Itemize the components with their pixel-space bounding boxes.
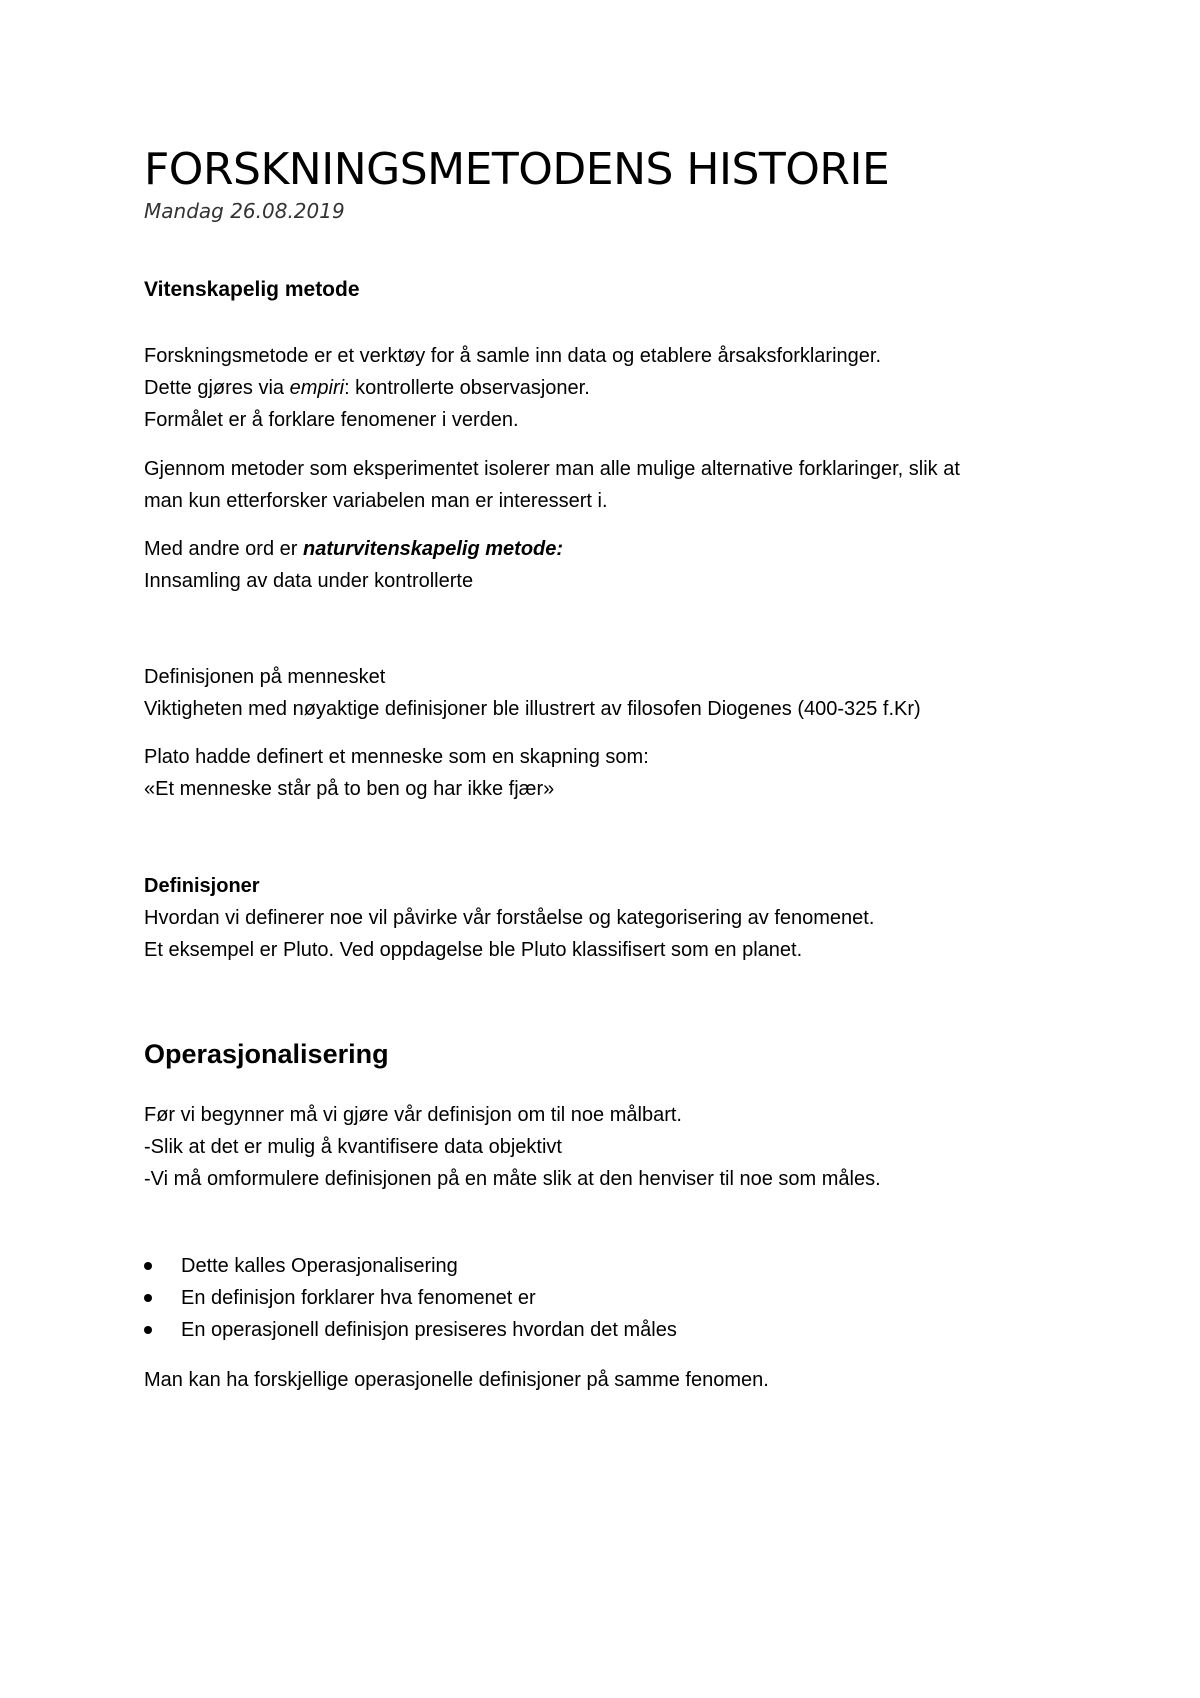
paragraph-line: Plato hadde definert et menneske som en skapning som: <box>144 746 649 768</box>
list-item: En definisjon forklarer hva fenomenet er <box>181 1287 536 1309</box>
text-run: Med andre ord er <box>144 538 303 560</box>
list-item: Dette kalles Operasjonalisering <box>181 1255 458 1277</box>
list-item: En operasjonell definisjon presiseres hvordan det måles <box>181 1319 677 1341</box>
paragraph-line: Man kan ha forskjellige operasjonelle definisjoner på samme fenomen. <box>144 1369 769 1391</box>
section-heading-vitenskapelig-metode: Vitenskapelig metode <box>144 278 360 301</box>
quote-line: «Et menneske står på to ben og har ikke fjær» <box>144 778 555 800</box>
bullet-icon <box>144 1262 152 1270</box>
paragraph-line <box>144 374 590 402</box>
emphasis-term: empiri <box>289 377 345 399</box>
paragraph-line: Viktigheten med nøyaktige definisjoner ble illustrert av filosofen Diogenes (400-325 f.Kr) <box>144 698 921 720</box>
text-run: : kontrollerte observasjoner. <box>344 377 590 399</box>
paragraph-line: Før vi begynner må vi gjøre vår definisjon om til noe målbart. <box>144 1104 682 1126</box>
emphasis-term: naturvitenskapelig metode: <box>302 538 564 560</box>
paragraph-line: Gjennom metoder som eksperimentet isolerer man alle mulige alternative forklaringer, slik at <box>144 458 960 480</box>
paragraph-line: Forskningsmetode er et verktøy for å samle inn data og etablere årsaksforklaringer. <box>144 345 882 367</box>
bullet-icon <box>144 1294 152 1302</box>
paragraph-line <box>144 535 563 563</box>
paragraph-line: -Slik at det er mulig å kvantifisere data objektivt <box>144 1136 562 1158</box>
document-date: Mandag 26.08.2019 <box>144 199 345 223</box>
document-title: FORSKNINGSMETODENS HISTORIE <box>144 144 890 195</box>
paragraph-line: Et eksempel er Pluto. Ved oppdagelse ble Pluto klassifisert som en planet. <box>144 939 803 961</box>
paragraph-line: Formålet er å forklare fenomener i verden. <box>144 409 519 431</box>
paragraph-line: man kun etterforsker variabelen man er interessert i. <box>144 490 608 512</box>
paragraph-line: Innsamling av data under kontrollerte <box>144 570 474 592</box>
bullet-icon <box>144 1326 152 1334</box>
paragraph-line: Hvordan vi definerer noe vil påvirke vår forståelse og kategorisering av fenomenet. <box>144 907 875 929</box>
paragraph-line: -Vi må omformulere definisjonen på en måte slik at den henviser til noe som måles. <box>144 1168 881 1190</box>
section-heading-definisjoner: Definisjoner <box>144 875 260 897</box>
text-run: Dette gjøres via <box>144 377 290 399</box>
section-heading-operasjonalisering: Operasjonalisering <box>144 1039 389 1069</box>
section-heading-definisjonen: Definisjonen på mennesket <box>144 666 386 688</box>
